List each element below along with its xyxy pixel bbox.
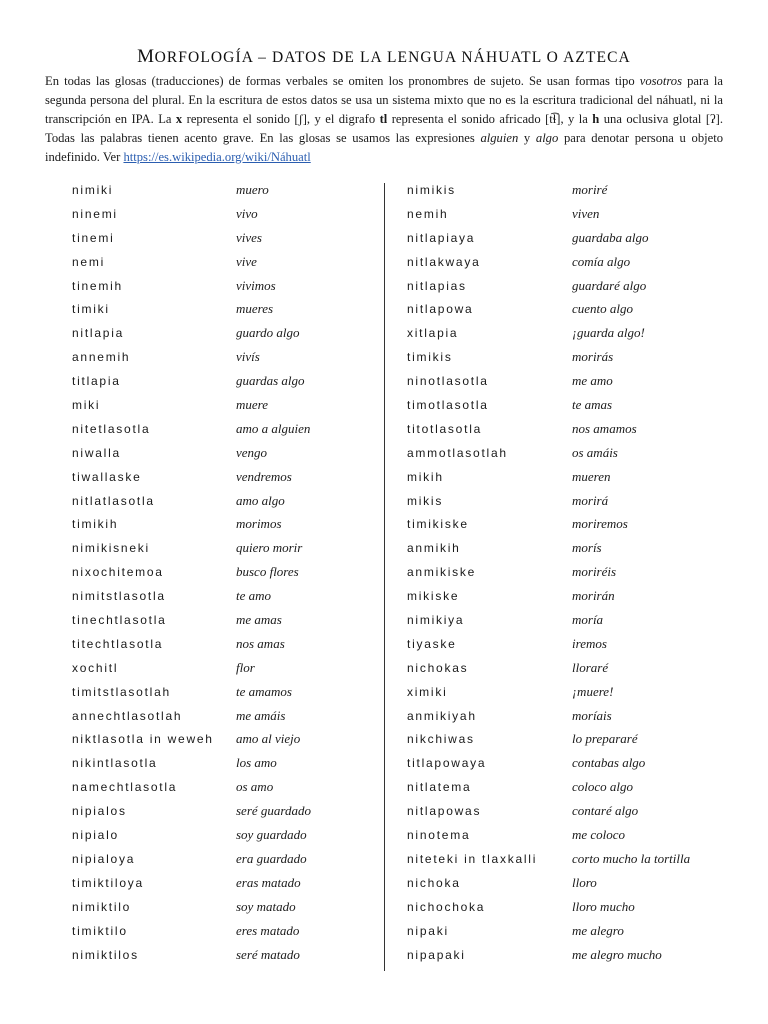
spanish-gloss: me coloco (572, 827, 626, 843)
spanish-gloss: mueres (236, 301, 274, 317)
spanish-gloss: mueren (572, 468, 611, 484)
intro-text: En todas las glosas (traducciones) de formas verbales se omiten los pronombres de sujeto. Se usan formas tipo (45, 74, 640, 88)
intro-emphasis: algo (535, 131, 559, 145)
nahuatl-word: nitlatema (407, 780, 472, 795)
intro-emphasis: vosotros (639, 74, 682, 88)
nahuatl-word: nimikis (407, 183, 456, 197)
nahuatl-word: titlapowaya (407, 756, 487, 771)
spanish-gloss: seré guardado (236, 803, 311, 819)
nahuatl-word: nichokas (407, 660, 469, 675)
spanish-gloss: quiero morir (236, 540, 303, 556)
spanish-gloss: morís (572, 540, 602, 556)
spanish-gloss: era guardado (236, 850, 307, 866)
spanish-gloss: soy matado (236, 898, 296, 914)
nahuatl-word: miki (72, 398, 101, 413)
spanish-gloss: ¡guarda algo! (572, 325, 645, 341)
spanish-gloss: me amo (572, 373, 613, 389)
nahuatl-word: anmikiyah (407, 708, 477, 723)
intro-bold: tl (379, 112, 388, 126)
spanish-gloss: ¡muere! (572, 683, 614, 699)
nahuatl-word: nipaki (407, 923, 449, 938)
spanish-gloss: lo prepararé (572, 731, 638, 747)
nahuatl-word: nitlapowa (407, 302, 474, 317)
spanish-gloss: guardas algo (236, 373, 305, 389)
spanish-gloss: morirá (572, 492, 609, 508)
nahuatl-word: titechtlasotla (72, 636, 164, 651)
nahuatl-word: timiki (72, 302, 110, 317)
spanish-gloss: lloro mucho (572, 898, 635, 914)
spanish-gloss: moríais (572, 707, 612, 723)
spanish-gloss: os amáis (572, 444, 618, 460)
spanish-gloss: nos amamos (572, 420, 637, 436)
spanish-gloss: te amamos (236, 683, 292, 699)
spanish-gloss: muere (236, 397, 269, 413)
page-title (0, 46, 768, 68)
spanish-gloss: moriréis (572, 564, 617, 580)
nahuatl-word: niktlasotla in weweh (72, 732, 214, 747)
nahuatl-word: nitlapiaya (407, 230, 476, 245)
nahuatl-word: nichochoka (407, 899, 486, 914)
nahuatl-word: namechtlasotla (72, 780, 178, 795)
title-initial: M (137, 46, 155, 67)
spanish-gloss: os amo (236, 779, 274, 795)
spanish-gloss: te amas (572, 397, 613, 413)
nahuatl-word: nemi (72, 254, 106, 269)
nahuatl-word: nitlapia (72, 326, 125, 341)
spanish-gloss: vivimos (236, 277, 276, 293)
spanish-gloss: seré matado (236, 946, 300, 962)
nahuatl-word: anmikih (407, 541, 461, 556)
spanish-gloss: flor (236, 659, 255, 675)
spanish-gloss: vendremos (236, 468, 292, 484)
nahuatl-word: ammotlasotlah (407, 445, 508, 460)
intro-text: y (518, 131, 536, 145)
spanish-gloss: morimos (236, 516, 282, 532)
spanish-gloss: vivo (236, 205, 258, 221)
spanish-gloss: lloro (572, 874, 597, 890)
nahuatl-word: nimikisneki (72, 541, 150, 556)
intro-text: representa el sonido africado [t͡ɬ], y la (387, 112, 593, 126)
spanish-gloss: guardaré algo (572, 277, 647, 293)
spanish-gloss: contaré algo (572, 803, 639, 819)
column-divider (384, 183, 385, 971)
nahuatl-word: mikis (407, 493, 444, 508)
nahuatl-word: nixochitemoa (72, 565, 164, 580)
nahuatl-word: nimikiya (407, 613, 465, 628)
spanish-gloss: amo a alguien (236, 420, 311, 436)
spanish-gloss: soy guardado (236, 827, 307, 843)
nahuatl-word: timikih (72, 517, 119, 532)
nahuatl-word: nikintlasotla (72, 756, 158, 771)
spanish-gloss: vives (236, 229, 262, 245)
intro-paragraph (45, 72, 723, 167)
spanish-gloss: comía algo (572, 253, 631, 269)
nahuatl-word: mikih (407, 469, 444, 484)
spanish-gloss: viven (572, 205, 600, 221)
spanish-gloss: me alegro mucho (572, 946, 662, 962)
spanish-gloss: nos amas (236, 635, 285, 651)
nahuatl-word: tinechtlasotla (72, 613, 167, 628)
intro-bold: x (175, 112, 183, 126)
spanish-gloss: moría (572, 612, 604, 628)
spanish-gloss: vengo (236, 444, 268, 460)
spanish-gloss: corto mucho la tortilla (572, 850, 691, 866)
nahuatl-word: nichoka (407, 875, 461, 890)
spanish-gloss: guardaba algo (572, 229, 649, 245)
nahuatl-word: ninotlasotla (407, 374, 489, 389)
intro-text: para la segunda persona del plural. En la escritura de estos datos se usa un sistema mixto que no es la escritura tradicional del náhuatl, ni la transcripción en IPA. La (45, 74, 723, 126)
spanish-gloss: amo algo (236, 492, 285, 508)
nahuatl-word: ninemi (72, 206, 118, 221)
spanish-gloss: morirán (572, 588, 615, 604)
nahuatl-word: nimiki (72, 183, 114, 197)
wikipedia-link[interactable]: https://es.wikipedia.org/wiki/Náhuatl (123, 150, 311, 164)
nahuatl-word: nitlakwaya (407, 254, 481, 269)
intro-text: representa el sonido [ʃ], y el digrafo (182, 112, 380, 126)
spanish-gloss: coloco algo (572, 779, 634, 795)
nahuatl-word: tiwallaske (72, 469, 142, 484)
nahuatl-word: nitlapowas (407, 804, 482, 819)
nahuatl-word: niteteki in tlaxkalli (407, 851, 538, 866)
spanish-gloss: contabas algo (572, 755, 646, 771)
nahuatl-word: titlapia (72, 374, 121, 389)
spanish-gloss: moriré (572, 182, 608, 197)
spanish-gloss: morirás (572, 349, 614, 365)
nahuatl-word: anmikiske (407, 565, 477, 580)
nahuatl-word: nitlatlasotla (72, 493, 155, 508)
nahuatl-word: nipapaki (407, 947, 466, 962)
spanish-gloss: iremos (572, 635, 607, 651)
nahuatl-word: xochitl (72, 660, 119, 675)
nahuatl-word: annemih (72, 350, 131, 365)
nahuatl-word: mikiske (407, 589, 460, 604)
nahuatl-word: timiktilo (72, 923, 128, 938)
nahuatl-word: tiyaske (407, 636, 457, 651)
nahuatl-word: timitstlasotlah (72, 684, 171, 699)
nahuatl-word: xitlapia (407, 326, 459, 341)
spanish-gloss: moriremos (572, 516, 628, 532)
nahuatl-word: nimiktilos (72, 947, 139, 962)
spanish-gloss: muero (236, 182, 269, 197)
nahuatl-word: timikis (407, 350, 453, 365)
spanish-gloss: me amas (236, 612, 282, 628)
spanish-gloss: amo al viejo (236, 731, 301, 747)
nahuatl-word: nitetlasotla (72, 421, 151, 436)
nahuatl-word: nitlapias (407, 278, 467, 293)
nahuatl-word: ninotema (407, 828, 471, 843)
intro-text: una oclusiva glotal [ʔ]. Todas las palabras tienen acento grave. En las glosas se usamos las expresiones (45, 112, 723, 145)
spanish-gloss: eres matado (236, 922, 300, 938)
spanish-gloss: los amo (236, 755, 277, 771)
nahuatl-word: tinemih (72, 278, 123, 293)
nahuatl-word: tinemi (72, 230, 115, 245)
spanish-gloss: te amo (236, 588, 272, 604)
nahuatl-word: nemih (407, 206, 449, 221)
nahuatl-word: ximiki (407, 684, 448, 699)
spanish-gloss: me amáis (236, 707, 286, 723)
nahuatl-word: timiktiloya (72, 875, 144, 890)
spanish-gloss: vivís (236, 349, 260, 365)
intro-text: para denotar persona u objeto indefinido. Ver (45, 131, 723, 164)
spanish-gloss: busco flores (236, 564, 299, 580)
spanish-gloss: eras matado (236, 874, 301, 890)
spanish-gloss: me alegro (572, 922, 624, 938)
nahuatl-word: nipialos (72, 804, 127, 819)
spanish-gloss: vive (236, 253, 257, 269)
nahuatl-word: nikchiwas (407, 732, 475, 747)
nahuatl-word: titotlasotla (407, 421, 483, 436)
nahuatl-word: nimitstlasotla (72, 589, 166, 604)
spanish-gloss: lloraré (572, 659, 609, 675)
intro-emphasis: alguien (480, 131, 519, 145)
intro-bold: h (592, 112, 600, 126)
nahuatl-word: nipialo (72, 828, 119, 843)
title-rest: ORFOLOGÍA – DATOS DE LA LENGUA NÁHUATL O AZTECA (154, 49, 631, 66)
spanish-gloss: guardo algo (236, 325, 300, 341)
nahuatl-word: nipialoya (72, 851, 136, 866)
nahuatl-word: niwalla (72, 445, 121, 460)
spanish-gloss: cuento algo (572, 301, 634, 317)
nahuatl-word: timikiske (407, 517, 469, 532)
nahuatl-word: annechtlasotlah (72, 708, 183, 723)
nahuatl-word: timotlasotla (407, 398, 489, 413)
nahuatl-word: nimiktilo (72, 899, 132, 914)
